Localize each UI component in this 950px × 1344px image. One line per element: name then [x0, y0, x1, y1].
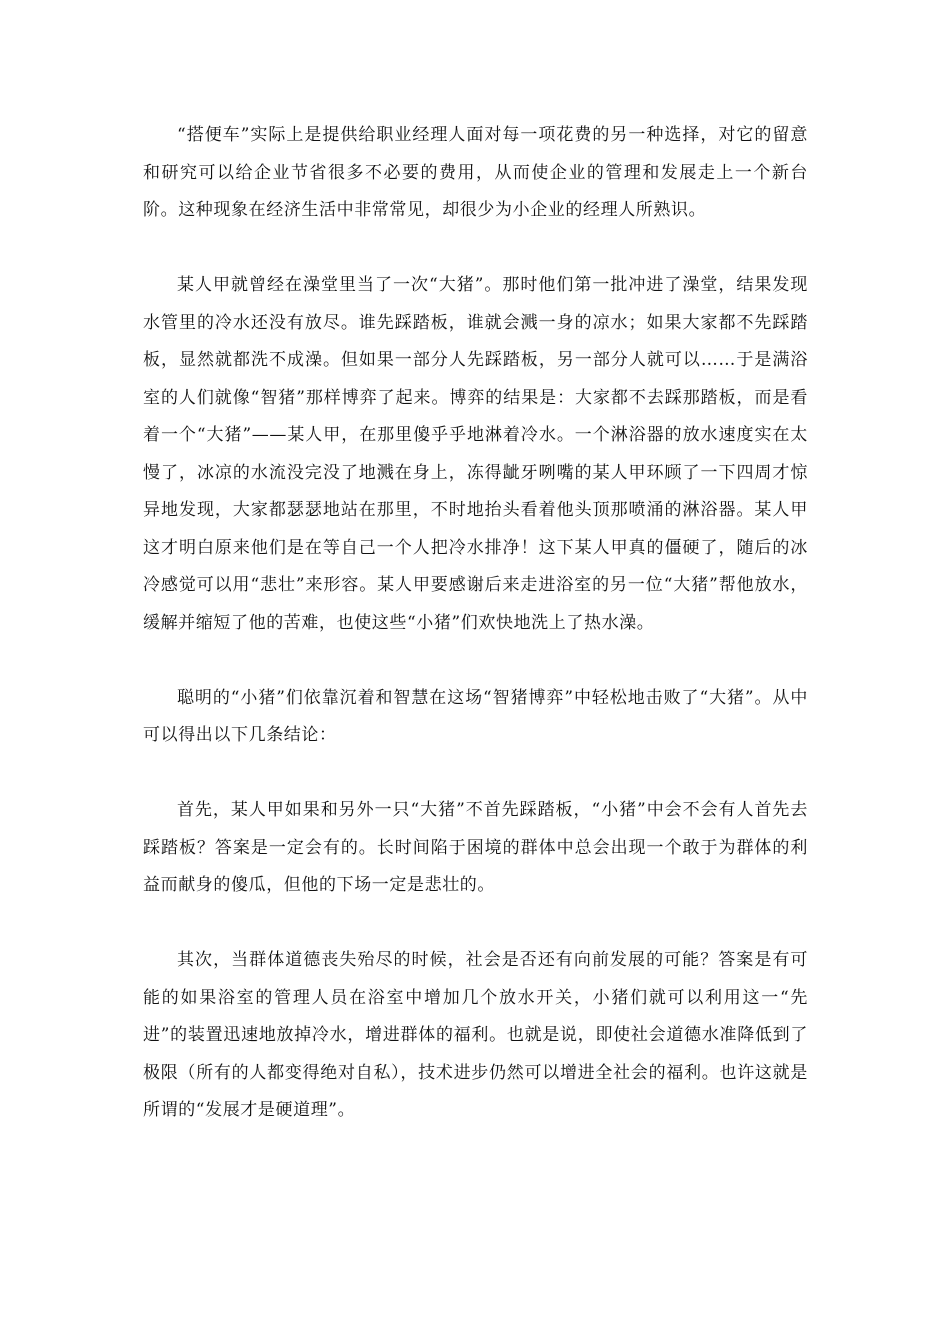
paragraph-bathhouse-story: 某人甲就曾经在澡堂里当了一次“大猪”。那时他们第一批冲进了澡堂，结果发现水管里的冷水还没有放尽。谁先踩踏板，谁就会溅一身的凉水；如果大家都不先踩踏板，显然就都洗不成澡。但如果一部分人先踩踏板，另一部分人就可以……于是满浴室的人们就像“智猪”那样博弈了起来。博弈的结果是：大家都不去踩那踏板，而是看着一个“大猪”——某人甲，在那里傻乎乎地淋着冷水。一个淋浴器的放水速度实在太慢了，冰凉的水流没完没了地溅在身上，冻得龇牙咧嘴的某人甲环顾了一下四周才惊异地发现，大家都瑟瑟地站在那里，不时地抬头看着他头顶那喷涌的淋浴器。某人甲这才明白原来他们是在等自己一个人把冷水排净！这下某人甲真的僵硬了，随后的冰冷感觉可以用“悲壮”来形容。某人甲要感谢后来走进浴室的另一位“大猪”帮他放水，缓解并缩短了他的苦难，也使这些“小猪”们欢快地洗上了热水澡。	[143, 275, 808, 633]
document-body	[143, 117, 808, 1130]
paragraph-conclusion-lead: 聪明的“小猪”们依靠沉着和智慧在这场“智猪博弈”中轻松地击败了“大猪”。从中可以得出以下几条结论：	[143, 687, 808, 745]
paragraph-hitchhiking-intro: “搭便车”实际上是提供给职业经理人面对每一项花费的另一种选择，对它的留意和研究可以给企业节省很多不必要的费用，从而使企业的管理和发展走上一个新台阶。这种现象在经济生活中非常常见，却很少为小企业的经理人所熟识。	[143, 125, 808, 220]
paragraph-second-conclusion: 其次，当群体道德丧失殆尽的时候，社会是否还有向前发展的可能？答案是有可能的如果浴室的管理人员在浴室中增加几个放水开关，小猪们就可以利用这一“先进”的装置迅速地放掉冷水，增进群体的福利。也就是说，即使社会道德水准降低到了极限（所有的人都变得绝对自私），技术进步仍然可以增进全社会的福利。也许这就是所谓的“发展才是硬道理”。	[143, 950, 808, 1120]
paragraph-first-conclusion: 首先，某人甲如果和另外一只“大猪”不首先踩踏板，“小猪”中会不会有人首先去踩踏板？答案是一定会有的。长时间陷于困境的群体中总会出现一个敢于为群体的利益而献身的傻瓜，但他的下场一定是悲壮的。	[143, 800, 808, 895]
